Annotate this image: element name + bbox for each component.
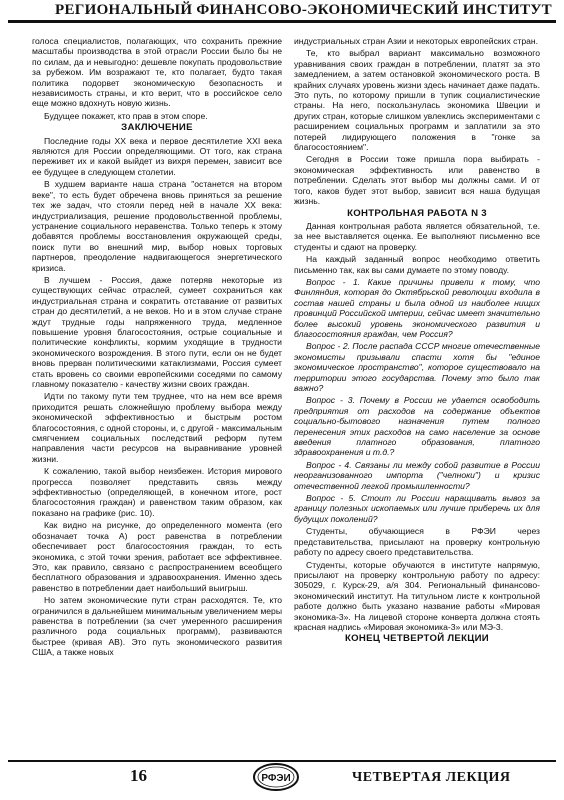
question-5: Вопрос - 5. Стоит ли России наращивать вывоз за границу полезных ископаемых или лучше приберечь их для будущих поколений? bbox=[294, 493, 540, 524]
paragraph: Сегодня в России тоже пришла пора выбирать - экономическая эффективность или равенство в потреблении. Сделать этот выбор мы должны сами. И от того, каков будет этот выбор, зависит вся наша будущая жизнь. bbox=[294, 154, 540, 207]
left-column bbox=[32, 36, 282, 660]
paragraph: Идти по такому пути тем труднее, что на нем все время приходится решать сложнейшую проблему выбора между экономической эффективностью и быстрым ростом благосостояния, с одной стороны, и, с другой - максимальным смягчением социальных последствий реформ путем направления части ресурсов на выравнивание уровней жизни. bbox=[32, 391, 283, 464]
paragraph: Но затем экономические пути стран расходятся. Те, кто ограничился в дальнейшем минимальным увеличением меры равенства в потреблении (за счет умеренного расширения различного рода социальных программ), развиваются быстрее (кривая АВ). Это путь экономического развития США, а также новых bbox=[32, 595, 282, 658]
page-header bbox=[0, 0, 564, 36]
paragraph: К сожалению, такой выбор неизбежен. История мирового прогресса позволяет представить связь между эффективностью (определяющей, в конечном итоге, рост благосостояния граждан) и равенством таким образом, как показано на графике (рис. 10). bbox=[32, 466, 282, 518]
section-heading-assignment: КОНТРОЛЬНАЯ РАБОТА N 3 bbox=[347, 207, 487, 219]
logo-text: РФЭИ bbox=[261, 773, 291, 784]
paragraph: Данная контрольная работа является обязательной, т.е. за нее выставляется оценка. Ее выполняют письменно все студенты и сдают на проверку. bbox=[294, 220, 540, 252]
paragraph: Те, кто выбрал вариант максимально возможного уравнивания своих граждан в потреблении, платят за это замедлением, а затем остановкой экономического роста. В крайних случаях уровень жизни здесь начинает даже падать. Это путь, по которому пришли в тупик социалистические страны. На него, поскользнулась экономика Швеции и других стран, которые слишком увлеклись экспериментами с расширением социальных программ и заплатили за это потерей лидирующего положения в "гонке за благосостоянием". bbox=[294, 48, 540, 153]
paragraph: На каждый заданный вопрос необходимо ответить письменно так, как вы сами думаете по этому поводу. bbox=[294, 254, 540, 275]
paragraph: Как видно на рисунке, до определенного момента (его обозначает точка А) рост равенства в потреблении обеспечивает рост благосостояния граждан, то есть экономика, с этой точки зрения, работает все эффективнее. Это, как правило, связано с распространением всеобщего бесплатного образования и здравоохранения. Именно здесь равенство в потреблении дает наибольший выигрыш. bbox=[32, 520, 282, 593]
paragraph: голоса специалистов, полагающих, что сохранить прежние масштабы производства в этой отрасли России было бы не по силам, да и невыгодно: дешевле покупать продовольствие за рубежом. Им возражают те, кто полагает, будто такая политика подорвет экономическую безопасность и независимость страны, и кто верит, что в российское село еще можно вдохнуть новую жизнь. bbox=[32, 36, 282, 109]
page-header-title: РЕГИОНАЛЬНЫЙ ФИНАНСОВО-ЭКОНОМИЧЕСКИЙ ИНСТИТУТ bbox=[54, 2, 552, 18]
paragraph: Последние годы XX века и первое десятилетие XXI века являются для России определяющими. От того, как страна переживет их и какой выйдет из вихря перемен, зависит все ее будущее в следующем столетии. bbox=[32, 135, 282, 177]
question-1: Вопрос - 1. Какие причины привели к тому, что Финляндия, которая до Октябрьской революции входила в состав нашей страны и была одной из наиболее нищих провинций Российской империи, сейчас имеет значительно более высокий уровень экономического развития и благосостояния граждан, чем Россия? bbox=[294, 276, 540, 339]
right-column bbox=[294, 36, 540, 647]
question-4: Вопрос - 4. Связаны ли между собой развитие в России неорганизованного импорта ("челноки") и кризис отечественной легкой промышленности? bbox=[294, 459, 540, 491]
header-rule bbox=[8, 20, 556, 23]
paragraph: Студенты, обучающиеся в РФЭИ через представительства, присылают на проверку контрольную работу по адресу своего представительства. bbox=[294, 526, 540, 558]
question-2: Вопрос - 2. После распада СССР многие отечественные экономисты призывали спасти хотя бы "единое экономическое пространство", которое существовало на территории этого государства. Почему это было так важно? bbox=[294, 341, 540, 393]
question-3: Вопрос - 3. Почему в России не удается освободить предприятия от расходов на содержание объектов социально-бытового назначения путем полного перенесения этих расходов на само население за основе введения платного образования, платного здравоохранения и т.д.? bbox=[294, 395, 540, 458]
page-number: 16 bbox=[130, 766, 147, 785]
lecture-title: ЧЕТВЕРТАЯ ЛЕКЦИЯ bbox=[352, 770, 511, 785]
section-heading-conclusion: ЗАКЛЮЧЕНИЕ bbox=[121, 122, 193, 134]
paragraph: Будущее покажет, кто прав в этом споре. bbox=[44, 110, 208, 121]
page-footer bbox=[0, 756, 564, 796]
end-of-lecture: КОНЕЦ ЧЕТВЕРТОЙ ЛЕКЦИИ bbox=[345, 633, 489, 645]
paragraph: Студенты, которые обучаются в институте напрямую, присылают на проверку контрольную работу по адресу: 305029, г. Курск-29, а/я 304. Региональный финансово-экономический институт. На титульном листе к контрольной работе должно быть указано название работы «Мировая экономика-3». На лицевой стороне конверта должна стоять красная надпись «Мировая экономика-3» или МЭ-3. bbox=[294, 559, 540, 632]
paragraph: индустриальных стран Азии и некоторых европейских стран. bbox=[294, 36, 539, 46]
paragraph: В худшем варианте наша страна "останется на втором веке", то есть будет обречена вновь приняться за решение тех же задач, что стояли перед ней в начале XX века: индустриализация, решение продовольственной проблемы, устранение социального неравенства. Только теперь к этому добавятся проблемы восстановления окружающей среды, поиск пути во внешний мир, выбор новых торговых партнеров, преодоление надвигающегося энергетического кризиса. bbox=[32, 179, 282, 273]
paragraph: В лучшем - Россия, даже потеряв некоторые из существующих сейчас отраслей, сумеет сохраниться как индустриальная страна и сократить отставание от развитых стран до десятилетий, а не веков. Но и в этом случае стране ждут трудные годы напряженного труда, медленное повышение уровня благосостояния, острые социальные и политические конфликты, кормим уходящие в трудности экономического возрождения. В этого пути, если он не будет вновь прерван политическими катаклизмами, Россия сумеет стать вровень со своими европейскими соседями по самому главному показателю - качеству жизни своих граждан. bbox=[32, 274, 282, 389]
institute-logo bbox=[252, 762, 300, 792]
